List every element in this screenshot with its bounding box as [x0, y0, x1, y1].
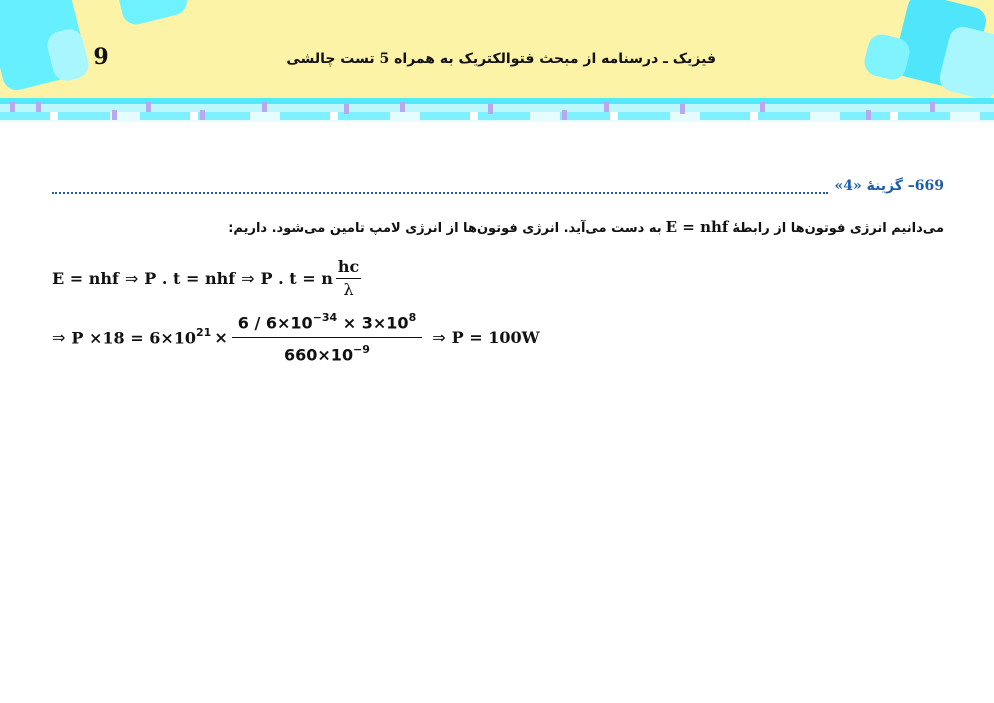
- option-value: «4»: [834, 178, 862, 194]
- header-tick: [344, 104, 349, 114]
- eq2-den: 660×10: [284, 344, 354, 364]
- header-title: [286, 51, 716, 67]
- implies-arrow: ⇒: [124, 268, 139, 288]
- header-tick: [10, 102, 15, 112]
- equation-line-1: [52, 255, 361, 301]
- paragraph-after: به دست می‌آید. انرژی فوتون‌ها از انرژی لامپ تامین می‌شود. داریم:: [228, 221, 662, 236]
- eq1-fraction-denominator: λ: [343, 279, 354, 299]
- page-header: [0, 0, 994, 122]
- paragraph-before: می‌دانیم انرژی فوتون‌ها از رابطهٔ: [732, 221, 944, 236]
- header-tick: [866, 110, 871, 120]
- header-tick: [680, 104, 685, 114]
- eq1-fraction-numerator: hc: [336, 258, 361, 279]
- eq2-fraction: [232, 309, 422, 365]
- implies-arrow: ⇒: [52, 327, 66, 347]
- header-title-end: تست چالشی: [286, 51, 380, 67]
- header-tick: [200, 110, 205, 120]
- header-tick: [146, 102, 151, 112]
- eq2-lhs: [71, 327, 211, 347]
- equation-line-2: [52, 310, 540, 364]
- option-label: گزینهٔ: [866, 178, 903, 194]
- header-tick: [112, 110, 117, 120]
- eq2-lhs-exponent: 21: [196, 325, 212, 339]
- eq1-part1: E = nhf: [52, 268, 119, 288]
- eq2-lhs-text: P ×18 = 6×10: [71, 328, 197, 348]
- header-tick: [400, 102, 405, 112]
- eq2-fraction-numerator: [232, 309, 422, 337]
- eq2-num-a-exponent: −34: [312, 311, 338, 325]
- eq2-den-exponent: −9: [353, 342, 370, 356]
- eq1-fraction: [336, 258, 361, 299]
- question-separator: –: [907, 178, 915, 194]
- header-tick: [562, 110, 567, 120]
- header-title-number: 5: [379, 51, 390, 67]
- eq2-num-b-exponent: 8: [408, 311, 417, 325]
- page-number: 9: [93, 44, 109, 70]
- explanation-paragraph: [228, 218, 944, 236]
- eq2-result: P = 100W: [451, 327, 540, 347]
- eq1-part2: P . t = nhf: [144, 268, 236, 288]
- paragraph-formula: E = nhf: [665, 218, 729, 236]
- decor-square-left-top: [116, 0, 190, 27]
- header-stripe-segments: [0, 112, 994, 120]
- eq2-fraction-denominator: [284, 338, 370, 365]
- dotted-leader: [52, 192, 828, 194]
- eq2-times: ×: [214, 327, 228, 347]
- eq2-num-a: 6 / 6×10: [237, 313, 313, 333]
- eq2-num-b: × 3×10: [337, 313, 409, 333]
- header-tick: [930, 102, 935, 112]
- header-tick: [488, 104, 493, 114]
- eq1-part3: P . t = n: [260, 268, 333, 288]
- question-number: 669: [914, 178, 944, 194]
- implies-arrow: ⇒: [241, 268, 255, 288]
- header-tick: [760, 102, 765, 112]
- header-tick: [262, 102, 267, 112]
- question-heading: [834, 178, 944, 194]
- header-title-text: فیزیک ـ درسنامه از مبحث فتوالکتریک به همراه: [389, 51, 716, 67]
- implies-arrow: ⇒: [432, 327, 446, 347]
- header-tick: [604, 102, 609, 112]
- header-tick: [36, 102, 41, 112]
